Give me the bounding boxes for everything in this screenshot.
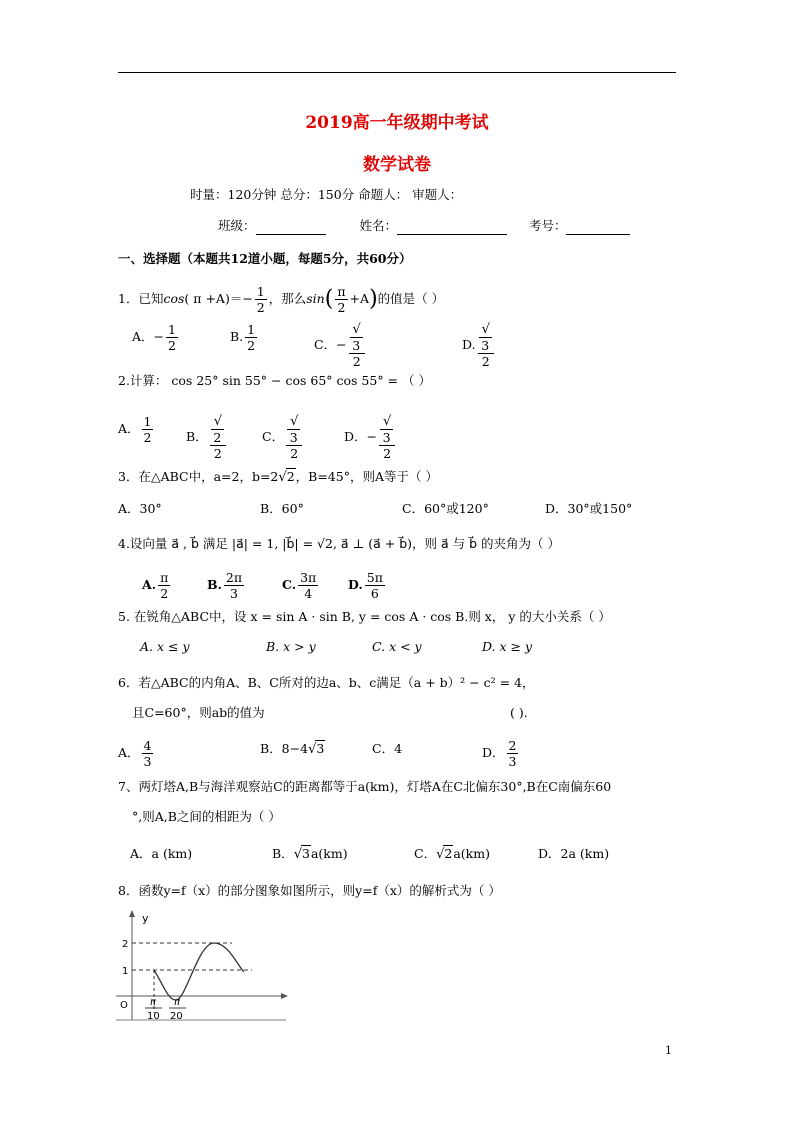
- origin-label: O: [120, 1000, 128, 1011]
- question-4: 4.设向量 a⃗ , b⃗ 满足 |a⃗| = 1, |b⃗| = √2, a⃗ ⊥ (a⃗ + b⃗)，则 a⃗ 与 b⃗ 的夹角为（ ）: [118, 536, 560, 551]
- tick-1: 1: [122, 966, 129, 977]
- x1-numerator: π: [150, 997, 157, 1008]
- question-2: 2.计算： cos 25° sin 55° − cos 65° cos 55° = （ ）: [118, 373, 431, 388]
- x-axis-arrow-icon: [281, 993, 288, 999]
- q3-option-b[interactable]: B．60°: [260, 501, 304, 516]
- class-blank[interactable]: [256, 220, 326, 235]
- q3-option-d[interactable]: D．30°或150°: [545, 501, 633, 516]
- q6-option-b[interactable]: B．8−4√3: [260, 741, 325, 757]
- q7-option-c[interactable]: C．√2a(km): [414, 846, 490, 862]
- q6-option-c[interactable]: C．4: [372, 741, 403, 756]
- question-6-line2: 且C=60°，则ab的值为: [132, 705, 265, 720]
- name-label: 姓名：: [359, 218, 397, 233]
- q1-option-c[interactable]: C．− √ 3 2: [314, 322, 367, 369]
- question-8: 8．函数y=f（x）的部分图象如图所示，则y=f（x）的解析式为（ ）: [118, 883, 501, 898]
- q5-option-d[interactable]: D. x ≥ y: [482, 639, 533, 654]
- section-heading: 一、选择题（本题共12道小题，每题5分，共60分）: [118, 251, 412, 266]
- q7-option-b[interactable]: B．√3a(km): [272, 846, 348, 862]
- q2-option-d[interactable]: D．− √ 3 2: [344, 414, 397, 461]
- q6-option-a[interactable]: A． $\frac{4}{3}$: [118, 738, 152, 769]
- name-blank[interactable]: [397, 220, 507, 235]
- tick-2: 2: [122, 939, 129, 950]
- q4-option-c[interactable]: C. $\frac{3\pi}{4}$: [282, 570, 317, 601]
- q2-option-c[interactable]: C． √ 3 2: [262, 414, 304, 461]
- y-label: y: [142, 912, 149, 925]
- x2-numerator: π: [174, 997, 181, 1008]
- q1-option-b[interactable]: B. $\frac{1}{2}$: [230, 322, 256, 353]
- header-rule: [118, 72, 676, 73]
- exam-subtitle: 数学试卷: [363, 155, 431, 175]
- id-blank[interactable]: [566, 220, 630, 235]
- y-axis-arrow-icon: [129, 910, 135, 917]
- q5-option-c[interactable]: C. x < y: [372, 639, 422, 654]
- question-5: 5. 在锐角△ABC中，设 x = sin A · sin B, y = cos A · cos B.则 x， y 的大小关系（ ）: [118, 609, 611, 624]
- question-3: 3．在△ABC中，a=2，b=2√2，B=45°，则A等于（ ）: [118, 469, 438, 485]
- id-label: 考号：: [528, 218, 567, 233]
- q5-option-b[interactable]: B. x > y: [266, 639, 316, 654]
- q7-option-d[interactable]: D．2a (km): [538, 846, 610, 861]
- question-6-line1: 6．若△ABC的内角A、B、C所对的边a、b、c满足（a + b）² − c² = 4，: [118, 675, 535, 690]
- question-7-line2: °,则A,B之间的相距为（ ）: [132, 809, 281, 824]
- q2-option-b[interactable]: B． √ 2 2: [186, 414, 228, 461]
- q7-option-a[interactable]: A．a (km): [130, 846, 193, 861]
- q4-option-d[interactable]: D. $\frac{5\pi}{6}$: [348, 570, 383, 601]
- q3-option-a[interactable]: A．30°: [118, 501, 162, 516]
- question-7-line1: 7、两灯塔A,B与海洋观察站C的距离都等于a(km)，灯塔A在C北偏东30°,B在C南偏东60: [118, 779, 612, 794]
- page-number: 1: [665, 1044, 672, 1057]
- student-info-row: [218, 217, 630, 235]
- q4-option-b[interactable]: B. $\frac{2\pi}{3}$: [207, 570, 243, 601]
- q5-option-a[interactable]: A. x ≤ y: [140, 639, 190, 654]
- function-curve: [154, 943, 244, 1000]
- x1-denominator: 10: [147, 1011, 160, 1022]
- exam-title: 2019高一年级期中考试: [305, 113, 489, 133]
- exam-meta: 时量：120分钟 总分：150分 命题人： 审题人：: [190, 187, 463, 202]
- x2-denominator: 20: [170, 1011, 183, 1022]
- q1-option-a[interactable]: A．− $\frac{1}{2}$: [132, 322, 176, 353]
- q1-option-d[interactable]: D. √ 3 2: [462, 322, 496, 369]
- q3-option-c[interactable]: C．60°或120°: [402, 501, 489, 516]
- question-6-paren: ( ).: [510, 705, 528, 720]
- class-label: 班级：: [218, 218, 256, 233]
- q2-option-a[interactable]: A． $\frac{1}{2}$: [118, 414, 152, 445]
- q6-option-d[interactable]: D． $\frac{2}{3}$: [482, 738, 517, 769]
- q4-option-a[interactable]: A. $\frac{\pi}{2}$: [142, 570, 169, 601]
- question-1: 1．已知cos( π +A)＝− $\frac{1}{2}$ ，那么sin( $\frac{\pi}{2}$ +A)的值是（ ）: [118, 284, 445, 315]
- q8-function-graph: [112, 908, 292, 1026]
